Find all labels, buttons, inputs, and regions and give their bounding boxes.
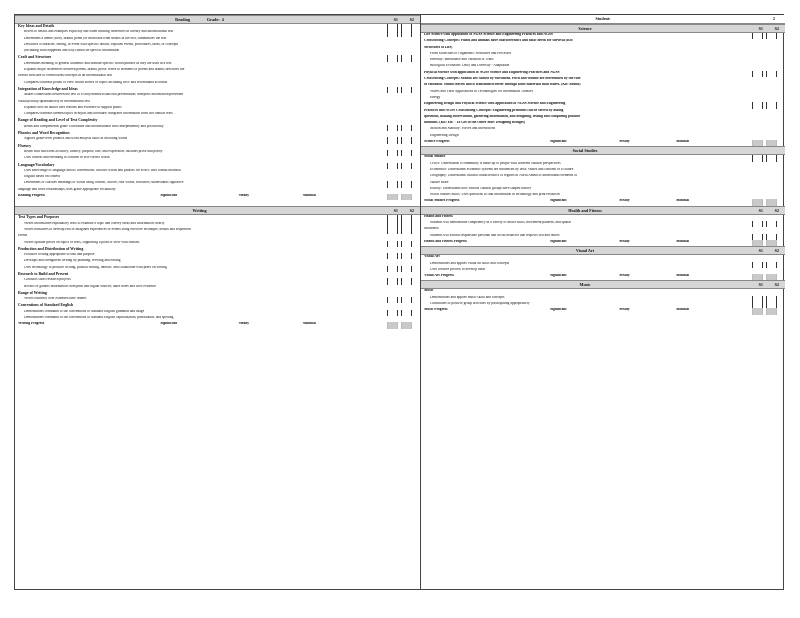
standard-heading: Crosscutting Concepts: Plants and animals have characteristics and basic needs for survival (Kit: — [424, 39, 574, 43]
progress-significant: Significant — [160, 322, 177, 326]
standard-heading: of vibration. Sound travels and is transmitted better through some materials than others. (Kit: Sound) — [424, 83, 581, 87]
standard-text: Produces writing appropriate to task and purpose — [24, 253, 95, 257]
standard-text: From Molecules to Organisms: Structures and Processes — [430, 51, 512, 55]
right-column — [421, 15, 785, 589]
standard-text: English based on context — [24, 175, 61, 179]
visual-art-section — [421, 255, 785, 280]
standard-text: Recalls or gathers information from print and digital sources; takes notes and cites evidence — [24, 284, 157, 288]
reading-title: Reading Grade: 4 — [175, 17, 224, 22]
health-header — [421, 206, 785, 215]
reading-progress-row — [15, 194, 420, 200]
standard-heading: questions, making observations, gathering information, and designing, testing and comparing possible — [424, 114, 581, 118]
standard-heading: Range of Reading and Level of Text Complexity — [18, 118, 98, 123]
progress-line — [18, 194, 374, 198]
progress-label: Music Progress — [424, 308, 448, 312]
standard-text: Heredity: Inheritance and Variation of Traits — [430, 58, 494, 62]
progress-minimal: Minimal — [302, 194, 316, 198]
standard-text: Explains major differences between poems, drama, prose; refers to elements of poems and drama; describes the — [24, 68, 185, 72]
progress-label: Health and Fitness Progress — [424, 239, 467, 243]
visual-art-title: Visual Art — [575, 248, 595, 254]
standard-text: Civics: Understands a community is made up of people with different cultural perspectives — [430, 161, 561, 165]
standard-heading: solutions. (Kit: EiE - To Get to the Other Side: Designing Bridges) — [424, 121, 525, 125]
social-studies-section — [421, 155, 785, 205]
progress-steady: Steady — [238, 194, 250, 198]
progress-minimal: Minimal — [675, 308, 690, 312]
s1-label: S1 — [758, 26, 763, 31]
visual-art-header — [421, 246, 785, 255]
s1-progress-box[interactable] — [387, 194, 398, 200]
standard-heading: Integration of Knowledge and Ideas — [18, 86, 78, 91]
writing-section — [15, 215, 420, 328]
standard-text: Uses creative process to develop ideas — [430, 267, 486, 271]
progress-minimal: Minimal — [675, 274, 690, 278]
music-title: Music — [579, 282, 591, 288]
standard-heading: Visual Art — [424, 255, 440, 259]
progress-minimal: Minimal — [302, 322, 316, 326]
writing-title: Writing — [192, 208, 207, 214]
standard-heading: Fluency — [18, 143, 32, 148]
standard-heading: Life Science with application of NGSS Science and Engineering Practices and NGSS — [424, 33, 553, 36]
standard-text: History: Understands how various cultural groups have shaped history — [430, 186, 532, 190]
standard-heading: Crosscutting Concepts: Sounds are caused by vibrations. Pitch and volume are determined by the rate — [424, 77, 581, 81]
standard-text: Uses knowledge of language and its conventions; chooses words and phrases for effect; uses formal informal — [24, 168, 181, 172]
standard-text: language and word relationships; uses grade appropriate vocabulary — [18, 187, 116, 191]
social-studies-header — [421, 146, 785, 155]
standard-text: Determines or clarifies meanings of words using context, affixes, root words, resources; understands figurative — [24, 181, 184, 185]
progress-label: Social Studies Progress — [424, 199, 460, 203]
standard-heading: Phonics and Word Recognition — [18, 131, 70, 136]
student-label: Student: — [595, 16, 611, 21]
standard-text: Writes opinion pieces on topics or texts, supporting a point of view with reasons — [24, 240, 140, 244]
progress-label: Visual Art Progress — [424, 274, 454, 278]
s1-progress-box[interactable] — [387, 322, 398, 328]
standard-text: Biological Evolution: Unity and Diversity - Adaptation — [430, 64, 510, 68]
report-card-page — [14, 14, 784, 590]
standard-text: visually/orally/quantitatively in informational text — [18, 99, 90, 103]
reading-section — [15, 24, 420, 200]
standard-text: Compares/contrasts points of view within stories or topics including first- and secondhand accounts — [24, 80, 168, 84]
standard-heading: Health and Fitness — [424, 214, 453, 218]
standard-text: Determines meaning of general academic and domain-specific words/phrases as they are used in a text — [24, 61, 172, 65]
progress-significant: Significant — [550, 239, 567, 243]
standard-text: Explains how an author uses reasons and evidence to support points — [24, 105, 122, 109]
standard-text: Uses technology to produce writing, publish writing, interact, and collaborate with peers on writing — [24, 265, 167, 269]
student-header — [421, 15, 785, 24]
music-progress-row — [421, 308, 785, 314]
writing-header — [15, 206, 420, 215]
progress-line — [424, 308, 739, 312]
standard-text: Applies grade-level phonics and word analysis skills in decoding words — [24, 137, 128, 141]
standard-text: Students will demonstrate competency in a variety of motor skills, movement patterns, and spatial — [430, 221, 572, 225]
progress-minimal: Minimal — [675, 239, 690, 243]
standard-text: Writes narratives to develop real or imagined experiences or events using effective technique, details and sequenced — [24, 227, 191, 231]
health-title: Health and Fitness — [568, 207, 602, 213]
grade-value: 4 — [221, 17, 224, 22]
left-column — [15, 15, 421, 589]
standard-text: Compares/contrasts themes/topics in myths and literature; integrates information from two similar texts — [24, 112, 173, 116]
progress-label: Writing Progress — [18, 322, 45, 326]
progress-minimal: Minimal — [675, 199, 690, 203]
standard-text: Uses context and rereading to confirm or self-correct words — [24, 156, 110, 160]
reading-header — [15, 15, 420, 24]
standard-heading: Physical Science with application of NGSS Science and Engineering Practices and NGSS — [424, 70, 560, 74]
standard-text: Motion and Stability: Forces and Interactions — [430, 127, 496, 131]
standard-text: Writes informative/explanatory texts to examine a topic and convey ideas and information clearly — [24, 221, 165, 225]
progress-line — [18, 322, 374, 326]
progress-steady: Steady — [619, 274, 630, 278]
standard-text: Waves and Their Applications in Technologies for Information Transfer — [430, 89, 533, 93]
standard-heading: Key Ideas and Details — [18, 24, 55, 28]
s1-label: S1 — [393, 208, 398, 214]
s1-label: S1 — [758, 207, 763, 213]
progress-line — [424, 199, 739, 203]
standard-text: Students will exhibit responsible personal and social behavior that respects self and others — [430, 233, 560, 237]
standard-text: Writes routinely over extended time frames — [24, 297, 87, 301]
progress-line — [424, 140, 739, 144]
s2-label: S2 — [409, 208, 414, 214]
standard-text: Determines a theme (story, drama, poem) or main idea from details in the text, summarizes the text — [24, 36, 167, 40]
progress-label: Reading Progress — [18, 194, 45, 198]
standard-text: Demonstrates command of the conventions of standard English capitalization, punctuation, and spelling — [24, 316, 174, 320]
progress-significant: Significant — [550, 199, 567, 203]
standard-heading: Engineering Design and Physical Science with application of NGSS Science and Engineering — [424, 102, 566, 106]
standard-heading: Production and Distribution of Writing — [18, 246, 84, 251]
progress-steady: Steady — [238, 322, 250, 326]
standard-text: Makes connections between the text of a story/drama/visual/oral presentation; interprets information presented — [24, 93, 184, 97]
standard-heading: Research to Build and Present — [18, 271, 69, 276]
progress-significant: Significant — [550, 308, 567, 312]
standard-heading: Craft and Structure — [18, 55, 52, 60]
standard-text: Demonstrates command of the conventions of standard English grammar and usage — [24, 309, 145, 313]
standard-heading: Conventions of Standard English — [18, 303, 74, 308]
s2-label: S2 — [774, 248, 779, 254]
s2-label: S2 — [774, 207, 779, 213]
standard-heading: Music — [424, 289, 434, 293]
standard-heading: Range of Writing — [18, 290, 47, 295]
standard-text: events — [18, 234, 28, 238]
standard-text: Demonstrates and applies music skills and concepts — [430, 295, 505, 299]
s1-progress-box[interactable] — [752, 308, 763, 314]
music-header — [421, 280, 785, 289]
standard-text: Conducts short research projects — [24, 278, 71, 282]
standard-text: Reads with sufficient accuracy, fluency, purpose, rate, and expression; includes prose and poetry — [24, 149, 163, 153]
science-title: Science — [578, 26, 592, 31]
s2-label: S2 — [774, 26, 779, 31]
progress-line — [424, 274, 739, 278]
social-studies-title: Social Studies — [572, 148, 598, 154]
s2-label: S2 — [409, 17, 414, 22]
science-header — [421, 24, 785, 33]
progress-significant: Significant — [550, 140, 567, 144]
standard-text: Develops and strengthens writing by planning, revising and editing — [24, 259, 121, 263]
standard-text: Energy — [430, 95, 441, 99]
progress-steady: Steady — [619, 239, 630, 243]
s1-label: S1 — [758, 248, 763, 254]
standard-text: Reads and comprehends grade 4 literature and informational texts independently and proficiently — [24, 124, 164, 128]
grade-label: Grade: — [206, 17, 220, 22]
s2-progress-box[interactable] — [401, 194, 412, 200]
standard-heading: Social Studies — [424, 155, 446, 159]
standard-text: Engineering Design — [430, 133, 459, 137]
standard-text: Economics: Understands economic systems are influenced by laws, values and customs of a culture — [430, 167, 574, 171]
s1-label: S1 — [758, 282, 763, 288]
s2-label: S2 — [774, 282, 779, 288]
standard-text: Refers to details and examples explicitly and when drawing inferences in literary and informational text — [24, 30, 174, 34]
standard-text: Describes a character, setting, or event with specific details; explains events, procedures, ideas, or concepts — [24, 42, 179, 46]
standard-text: awareness — [424, 227, 439, 231]
progress-label: Science Progress — [424, 140, 450, 144]
standard-text: overall structure of events/ideas/concepts in an informational text — [18, 74, 113, 78]
progress-steady: Steady — [619, 140, 630, 144]
standard-text: Demonstrates and applies visual art skills and concepts — [430, 261, 510, 265]
standard-text: (including what happened and why) based on specific information — [24, 49, 120, 53]
progress-steady: Steady — [619, 308, 630, 312]
writing-progress-row — [15, 322, 420, 328]
progress-line — [424, 240, 739, 244]
progress-steady: Steady — [619, 199, 630, 203]
progress-significant: Significant — [160, 194, 177, 198]
standard-text: Geography: Understands cultural characteristics of regions in North America; understands elements of — [430, 174, 578, 178]
health-section — [421, 215, 785, 246]
standard-heading: Text Types and Purposes — [18, 215, 60, 220]
progress-significant: Significant — [550, 274, 567, 278]
page-number: 2 — [772, 16, 775, 21]
standard-text: culture share — [430, 180, 449, 184]
standard-heading: Language/Vocabulary — [18, 162, 55, 167]
s2-progress-box[interactable] — [766, 308, 777, 314]
standard-text: Contributes to positive group activities by participating appropriately — [430, 301, 530, 305]
science-section — [421, 33, 785, 146]
standard-heading: Practices and NGSS Crosscutting Concepts: Engineering problems can be solved by asking — [424, 108, 564, 112]
standard-text: Social Studies Skills: Uses questions to find information in technology and print resources — [430, 193, 560, 197]
s2-progress-box[interactable] — [401, 322, 412, 328]
music-section — [421, 289, 785, 314]
standard-heading: Structures of Life) — [424, 45, 453, 49]
s1-label: S1 — [393, 17, 398, 22]
progress-minimal: Minimal — [675, 140, 690, 144]
